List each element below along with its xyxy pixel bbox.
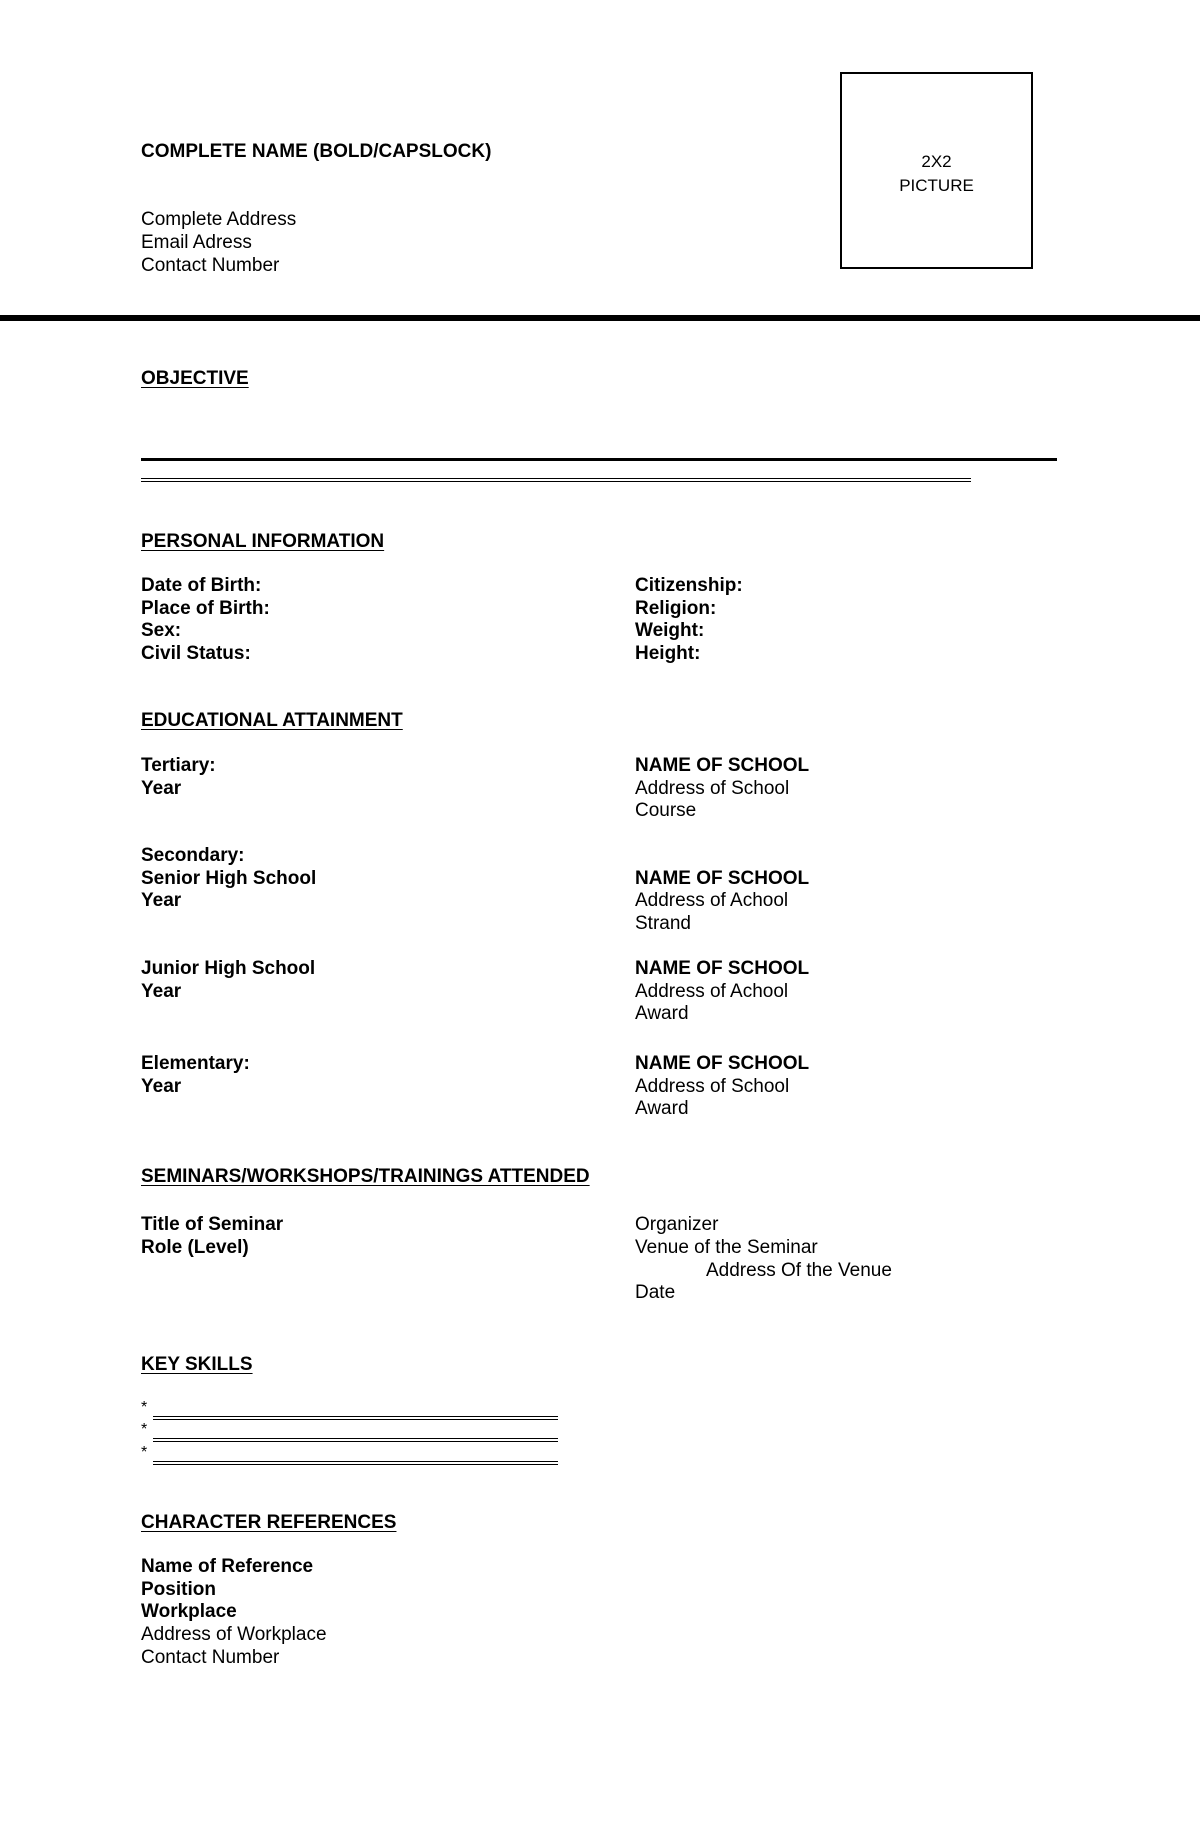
contact-line: Contact Number bbox=[141, 255, 280, 276]
elementary-award: Award bbox=[635, 1098, 689, 1119]
reference-name: Name of Reference bbox=[141, 1556, 314, 1577]
skill-line-3 bbox=[153, 1461, 558, 1465]
citizenship-label: Citizenship: bbox=[635, 575, 743, 596]
seminar-venue: Venue of the Seminar bbox=[635, 1237, 818, 1258]
civil-status-label: Civil Status: bbox=[141, 643, 251, 664]
email-line: Email Adress bbox=[141, 232, 252, 253]
objective-title: OBJECTIVE bbox=[141, 368, 249, 389]
skill-line-1 bbox=[153, 1416, 558, 1420]
tertiary-school: NAME OF SCHOOL bbox=[635, 755, 810, 776]
religion-label: Religion: bbox=[635, 598, 717, 619]
header-divider bbox=[0, 315, 1200, 321]
picture-placeholder bbox=[840, 72, 1033, 269]
skill-bullet-1: * bbox=[141, 1399, 148, 1416]
date-of-birth-label: Date of Birth: bbox=[141, 575, 262, 596]
objective-line-2 bbox=[141, 478, 971, 482]
seminars-title: SEMINARS/WORKSHOPS/TRAININGS ATTENDED bbox=[141, 1166, 590, 1187]
reference-workplace-address: Address of Workplace bbox=[141, 1624, 327, 1645]
skill-bullet-2: * bbox=[141, 1421, 148, 1438]
complete-name: COMPLETE NAME (BOLD/CAPSLOCK) bbox=[141, 141, 492, 162]
junior-high-label: Junior High School bbox=[141, 958, 316, 979]
reference-contact: Contact Number bbox=[141, 1647, 280, 1668]
skill-line-2 bbox=[153, 1438, 558, 1442]
secondary-label: Secondary: bbox=[141, 845, 245, 866]
references-title: CHARACTER REFERENCES bbox=[141, 1512, 397, 1533]
junior-high-award: Award bbox=[635, 1003, 689, 1024]
tertiary-school-address: Address of School bbox=[635, 778, 790, 799]
tertiary-label: Tertiary: bbox=[141, 755, 216, 776]
education-title: EDUCATIONAL ATTAINMENT bbox=[141, 710, 403, 731]
seminar-role-label: Role (Level) bbox=[141, 1237, 249, 1258]
seminar-organizer: Organizer bbox=[635, 1214, 719, 1235]
seminar-title-label: Title of Seminar bbox=[141, 1214, 284, 1235]
seminar-date: Date bbox=[635, 1282, 676, 1303]
elementary-address: Address of School bbox=[635, 1076, 790, 1097]
elementary-year: Year bbox=[141, 1076, 182, 1097]
place-of-birth-label: Place of Birth: bbox=[141, 598, 270, 619]
senior-high-year: Year bbox=[141, 890, 182, 911]
senior-high-school: NAME OF SCHOOL bbox=[635, 868, 810, 889]
key-skills-title: KEY SKILLS bbox=[141, 1354, 253, 1375]
junior-high-school: NAME OF SCHOOL bbox=[635, 958, 810, 979]
tertiary-year: Year bbox=[141, 778, 182, 799]
junior-high-year: Year bbox=[141, 981, 182, 1002]
seminar-venue-address: Address Of the Venue bbox=[706, 1260, 892, 1281]
personal-info-title: PERSONAL INFORMATION bbox=[141, 531, 385, 552]
senior-high-strand: Strand bbox=[635, 913, 691, 934]
tertiary-course: Course bbox=[635, 800, 697, 821]
skill-bullet-3: * bbox=[141, 1444, 148, 1461]
junior-high-address: Address of Achool bbox=[635, 981, 789, 1002]
weight-label: Weight: bbox=[635, 620, 705, 641]
sex-label: Sex: bbox=[141, 620, 182, 641]
address-line: Complete Address bbox=[141, 209, 297, 230]
picture-label: PICTURE bbox=[899, 176, 974, 195]
reference-position: Position bbox=[141, 1579, 216, 1600]
senior-high-label: Senior High School bbox=[141, 868, 317, 889]
reference-workplace: Workplace bbox=[141, 1601, 237, 1622]
senior-high-address: Address of Achool bbox=[635, 890, 789, 911]
height-label: Height: bbox=[635, 643, 701, 664]
objective-line-1 bbox=[141, 458, 1057, 461]
picture-size-label: 2X2 bbox=[921, 152, 952, 171]
elementary-label: Elementary: bbox=[141, 1053, 250, 1074]
elementary-school: NAME OF SCHOOL bbox=[635, 1053, 810, 1074]
